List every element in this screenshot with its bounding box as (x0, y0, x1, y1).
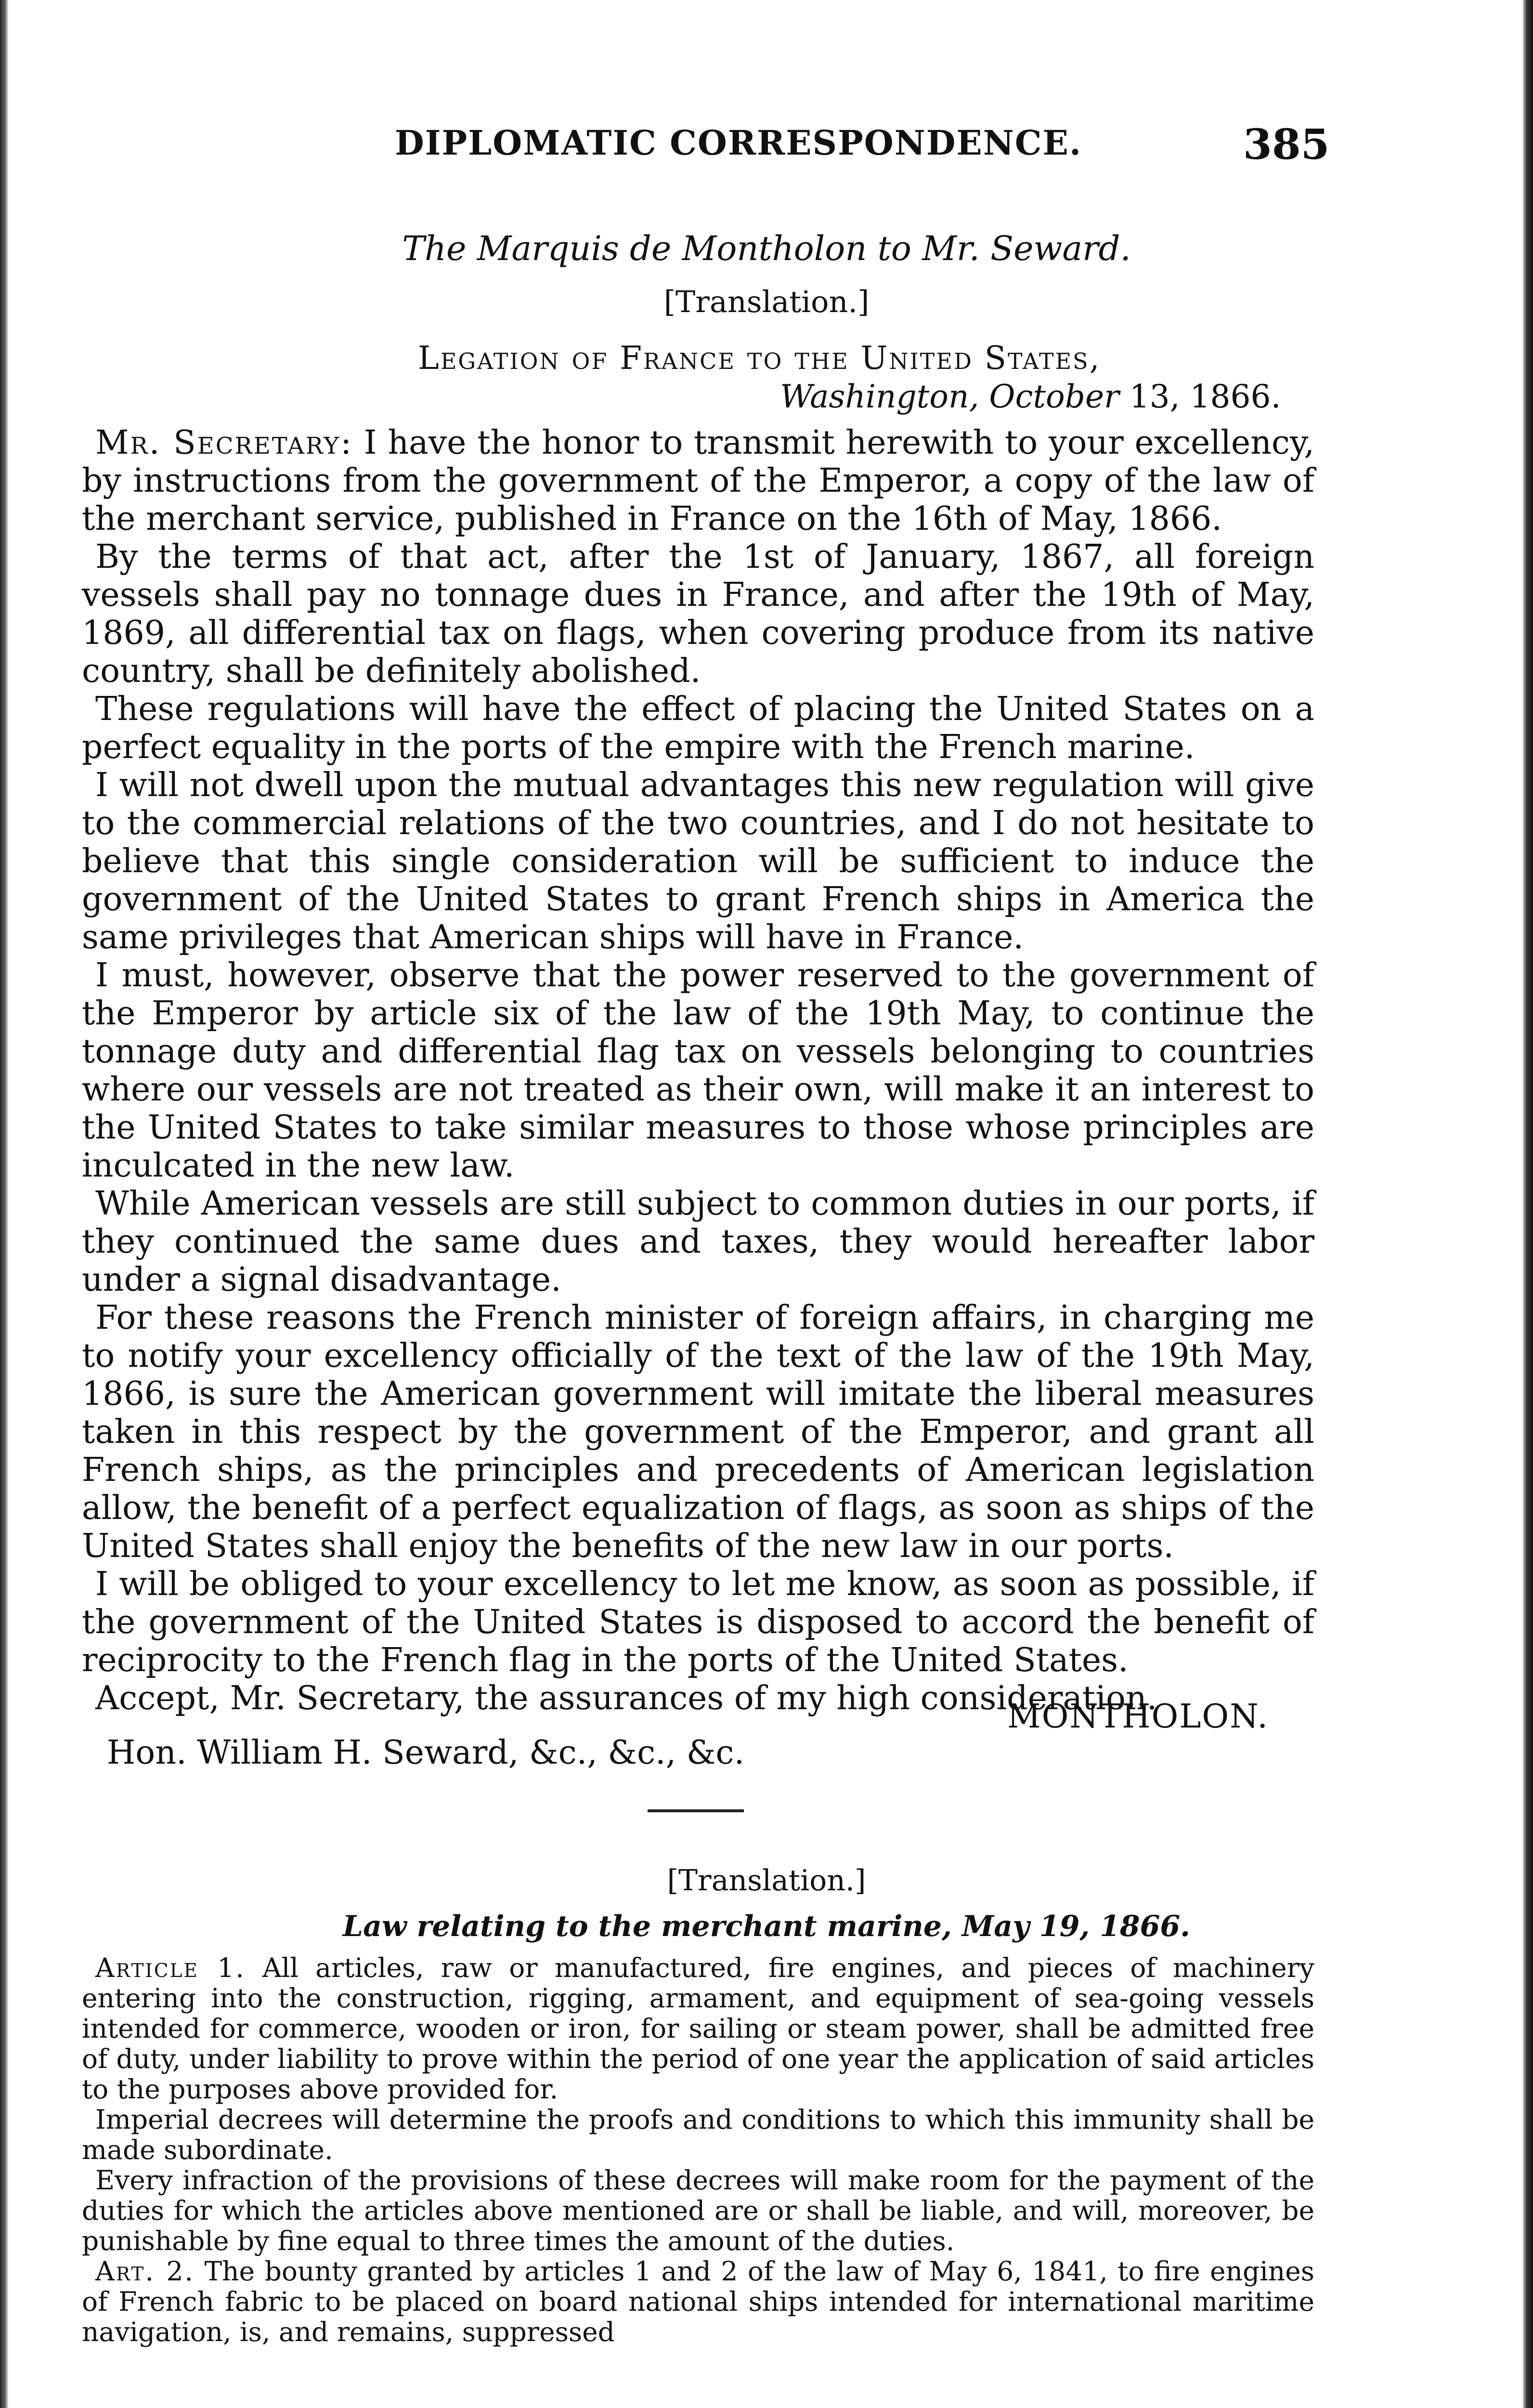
section-divider (648, 1809, 744, 1812)
law-translation-note: [Translation.] (667, 1864, 866, 1898)
addressee: Hon. William H. Seward, &c., &c., &c. (107, 1734, 745, 1772)
signature: MONTHOLON. (1007, 1698, 1269, 1736)
letter-paragraph: For these reasons the French minister of foreign affairs, in charging me to notify your excellency officially of the text of the law of the 19th May, 1866, is sure the American government will imitate the liberal measures taken in this respect by the government of the Emperor, and grant all French ships, as the principles and precedents of American legislation allow, the benefit of a perfect equalization of flags, as soon as ships of the United States shall enjoy the benefits of the new law in our ports. (82, 1299, 1314, 1565)
salutation: Mr. Secretary: (95, 424, 353, 462)
letter-paragraph: While American vessels are still subject to common duties in our ports, if they continued the same dues and taxes, they would hereafter labor under a signal disadvantage. (82, 1185, 1314, 1299)
page-binding-edge-right (1522, 0, 1533, 2408)
letter-title: The Marquis de Montholon to Mr. Seward. (402, 229, 1131, 268)
running-head: DIPLOMATIC CORRESPONDENCE. (395, 123, 1082, 163)
letter-body (82, 424, 1314, 1717)
page-binding-edge-left (0, 0, 9, 2408)
law-article: Article 1. All articles, raw or manufactured, fire engines, and pieces of machinery entering into the construction, rigging, armament, and equipment of sea-going vessels intended for commerce, wooden or iron, for sailing or steam power, shall be admitted free of duty, under liability to prove within the period of one year the application of said articles to the purposes above provided for. (82, 1952, 1314, 2105)
law-paragraph: Every infraction of the provisions of these decrees will make room for the payment of the duties for which the articles above mentioned are or shall be liable, and will, moreover, be punishable by fine equal to three times the amount of the duties. (82, 2165, 1314, 2256)
law-article: Art. 2. The bounty granted by articles 1 and 2 of the law of May 6, 1841, to fire engines of French fabric to be placed on board national ships intended for international maritime navigation, is, and remains, suppressed (82, 2256, 1315, 2347)
dateline-day-year: 13, 1866. (1129, 378, 1281, 415)
letter-paragraph: Mr. Secretary: I have the honor to transmit herewith to your excellency, by instructions from the government of the Emperor, a copy of the law of the merchant service, published in France on the 16th of May, 1866. (82, 424, 1315, 538)
article-label: Art. 2. (95, 2256, 195, 2287)
letter-paragraph: I will not dwell upon the mutual advantages this new regulation will give to the commercial relations of the two countries, and I do not hesitate to believe that this single consideration will be sufficient to induce the government of the United States to grant French ships in America the same privileges that American ships will have in France. (82, 766, 1314, 956)
law-paragraph: Imperial decrees will determine the proofs and conditions to which this immunity shall be made subordinate. (82, 2104, 1314, 2165)
letter-paragraph: I must, however, observe that the power reserved to the government of the Emperor by article six of the law of the 19th May, to continue the tonnage duty and differential flag tax on vessels belonging to countries where our vessels are not treated as their own, will make it an interest to the United States to take similar measures to those whose principles are inculcated in the new law. (82, 956, 1314, 1185)
law-title: Law relating to the merchant marine, May 19, 1866. (342, 1910, 1191, 1943)
legation-heading: Legation of France to the United States, (418, 340, 1101, 377)
letter-paragraph: By the terms of that act, after the 1st of January, 1867, all foreign vessels shall pay no tonnage dues in France, and after the 19th of May, 1869, all differential tax on flags, when covering produce from its native country, shall be definitely abolished. (82, 538, 1314, 690)
dateline (780, 378, 1281, 415)
page-number: 385 (1243, 120, 1330, 169)
letter-paragraph: Accept, Mr. Secretary, the assurances of my high consideration. (95, 1679, 1157, 1717)
letter-paragraph: I will be obliged to your excellency to let me know, as soon as possible, if the government of the United States is disposed to accord the benefit of reciprocity to the French flag in the ports of the United States. (82, 1565, 1314, 1679)
dateline-place-date: Washington, October (780, 378, 1119, 415)
letter-paragraph: These regulations will have the effect of placing the United States on a perfect equality in the ports of the empire with the French marine. (82, 690, 1314, 766)
translation-note: [Translation.] (663, 284, 870, 319)
article-label: Article 1. (95, 1952, 246, 1983)
law-body (82, 1953, 1314, 2347)
